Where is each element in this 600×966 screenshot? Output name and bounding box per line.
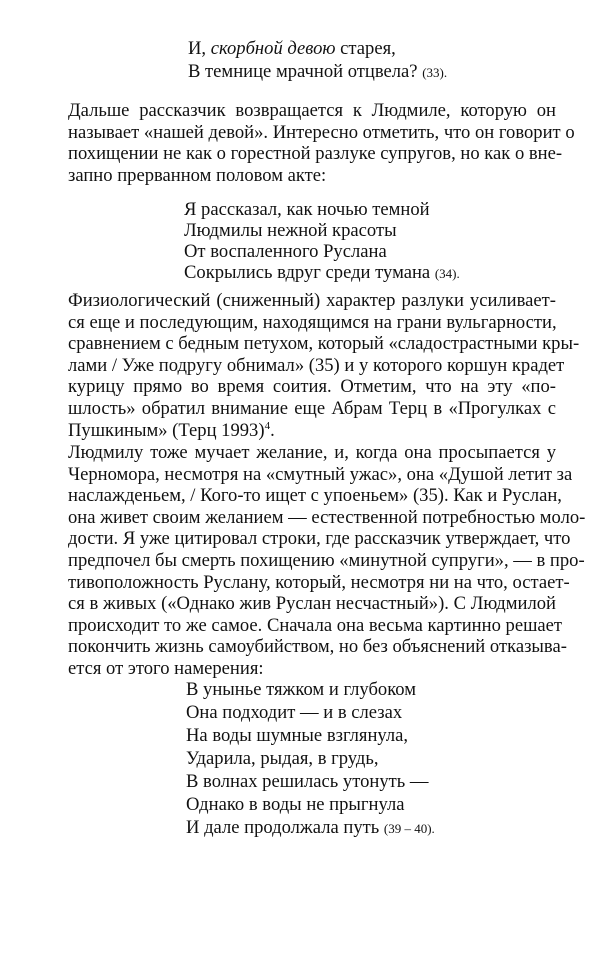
poem-text: В темнице мрачной отцвела? (188, 61, 418, 82)
poem-text: И, (188, 38, 211, 59)
paragraph-line (68, 420, 275, 442)
poem-line (186, 817, 435, 840)
poem-line: Я рассказал, как ночью темной (184, 199, 430, 220)
poem-line: В волнах решилась утонуть — (186, 771, 429, 792)
paragraph-line: Физиологический (сниженный) характер разлуки усиливает- (68, 290, 556, 311)
citation-ref: (39 – 40). (383, 821, 435, 836)
poem-line: От воспаленного Руслана (184, 241, 387, 262)
poem-line: На воды шумные взглянула, (186, 725, 409, 746)
paragraph-line: лами / Уже подругу обнимал» (35) и у которого коршун крадет (68, 354, 565, 376)
citation-ref: (33). (422, 65, 448, 80)
paragraph-line: ется от этого намерения: (68, 658, 264, 679)
poem-line: Однако в воды не прыгнула (186, 794, 405, 815)
poem-line: В унынье тяжком и глубоком (186, 679, 417, 700)
paragraph-line: она живет своим желанием — естественной потребностью моло- (68, 506, 586, 528)
poem-line (188, 38, 396, 60)
poem-text: старея, (335, 38, 396, 59)
paragraph-line: шлость» обратил внимание еще Абрам Терц в «Прогулках с (68, 398, 556, 419)
poem-text: Сокрылись вдруг среди тумана (184, 262, 431, 283)
paragraph-line: покончить жизнь самоубийством, но без объяснений отказыва- (68, 636, 567, 658)
paragraph-line: наслажденьем, / Кого-то ищет с упоеньем» (35). Как и Руслан, (68, 485, 562, 507)
paragraph-line: тивоположность Руслану, который, несмотря ни на что, остает- (68, 571, 570, 593)
paragraph-text: . (270, 419, 275, 441)
paragraph-line: запно прерванном половом акте: (68, 164, 327, 186)
paragraph-line: сравнением с бедным петухом, который «сладострастными кры- (68, 333, 580, 355)
footnote-marker[interactable]: 4 (264, 419, 271, 432)
paragraph-line: похищении не как о горестной разлуке супругов, но как о вне- (68, 143, 563, 165)
paragraph-line: происходит то же самое. Сначала она весьма картинно решает (68, 614, 563, 636)
paragraph-line: Черномора, несмотря на «смутный ужас», она «Душой летит за (68, 463, 573, 485)
paragraph-line: курицу прямо во время соития. Отметим, что на эту «по- (68, 376, 556, 398)
poem-line (188, 61, 447, 84)
paragraph-text: Пушкиным» (Терц 1993) (68, 419, 265, 441)
poem-line: Ударила, рыдая, в грудь, (186, 748, 379, 769)
poem-text: И дале продолжала путь (186, 817, 380, 838)
italic-text: скорбной девою (210, 38, 336, 59)
poem-line (184, 262, 460, 285)
paragraph-line: ся в живых («Однако жив Руслан несчастный»). С Людмилой (68, 593, 556, 615)
paragraph-line: предпочел бы смерть похищению «минутной супруги», — в про- (68, 550, 585, 571)
poem-line: Людмилы нежной красоты (184, 220, 397, 241)
paragraph-line: Людмилу тоже мучает желание, и, когда она просыпается у (68, 442, 556, 463)
paragraph-line: называет «нашей девой». Интересно отметить, что он говорит о (68, 121, 575, 143)
citation-ref: (34). (434, 266, 460, 281)
paragraph-line: Дальше рассказчик возвращается к Людмиле, которую он (68, 100, 556, 121)
paragraph-line: дости. Я уже цитировал строки, где рассказчик утверждает, что (68, 528, 571, 550)
poem-line: Она подходит — и в слезах (186, 702, 403, 723)
paragraph-line: ся еще и последующим, находящимся на грани вульгарности, (68, 311, 557, 333)
